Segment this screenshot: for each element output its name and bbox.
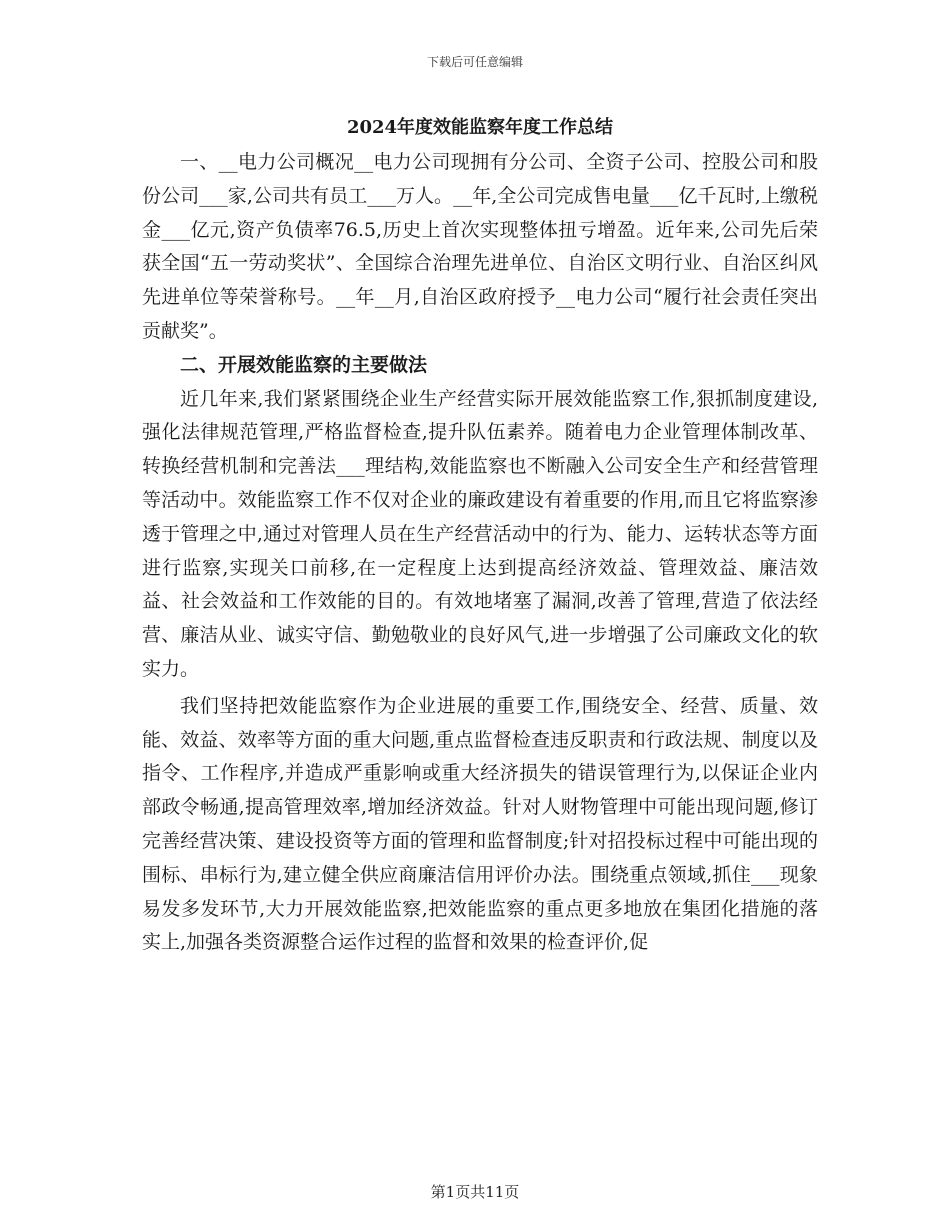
page-header-note: 下载后可任意编辑 [426, 55, 523, 69]
page-number-footer: 第1页共11页 [430, 1183, 520, 1201]
document-title: 2024年度效能监察年度工作总结 [346, 117, 614, 138]
section-heading-main-practices: 二、开展效能监察的主要做法 [180, 353, 428, 376]
paragraph-company-overview: 一、__电力公司概况__电力公司现拥有分公司、全资子公司、控股公司和股份公司___家,公司共有员工___万人。__年,全公司完成售电量___亿千瓦时,上缴税金___亿元,资产负债率76.5,历史上首次实现整体扭亏增盈。近年来,公司先后荣获全国“五一劳动奖状”、全国综合治理先进单位、自治区文明行业、自治区纠风先进单位等荣誉称号。__年__月,自治区政府授予__电力公司“履行社会责任突出贡献奖”。 [142, 151, 818, 342]
paragraph-recent-years: 近几年来,我们紧紧围绕企业生产经营实际开展效能监察工作,狠抓制度建设,强化法律规范管理,严格监督检查,提升队伍素养。随着电力企业管理体制改革、转换经营机制和完善法___理结构,效能监察也不断融入公司安全生产和经营管理等活动中。效能监察工作不仅对企业的廉政建设有着重要的作用,而且它将监察渗透于管理之中,通过对管理人员在生产经营活动中的行为、能力、运转状态等方面进行监察,实现关口前移,在一定程度上达到提高经济效益、管理效益、廉洁效益、社会效益和工作效能的目的。有效地堵塞了漏洞,改善了管理,营造了依法经营、廉洁从业、诚实守信、勤勉敬业的良好风气,进一步增强了公司廉政文化的软实力。 [142, 387, 818, 680]
paragraph-key-work: 我们坚持把效能监察作为企业进展的重要工作,围绕安全、经营、质量、效能、效益、效率等方面的重大问题,重点监督检查违反职责和行政法规、制度以及指令、工作程序,并造成严重影响或重大经济损失的错误管理行为,以保证企业内部政令畅通,提高管理效率,增加经济效益。针对人财物管理中可能出现问题,修订完善经营决策、建设投资等方面的管理和监督制度;针对招投标过程中可能出现的围标、串标行为,建立健全供应商廉洁信用评价办法。围绕重点领域,抓住___现象易发多发环节,大力开展效能监察,把效能监察的重点更多地放在集团化措施的落实上,加强各类资源整合运作过程的监督和效果的检查评价,促 [142, 694, 818, 954]
document-body [142, 113, 818, 960]
